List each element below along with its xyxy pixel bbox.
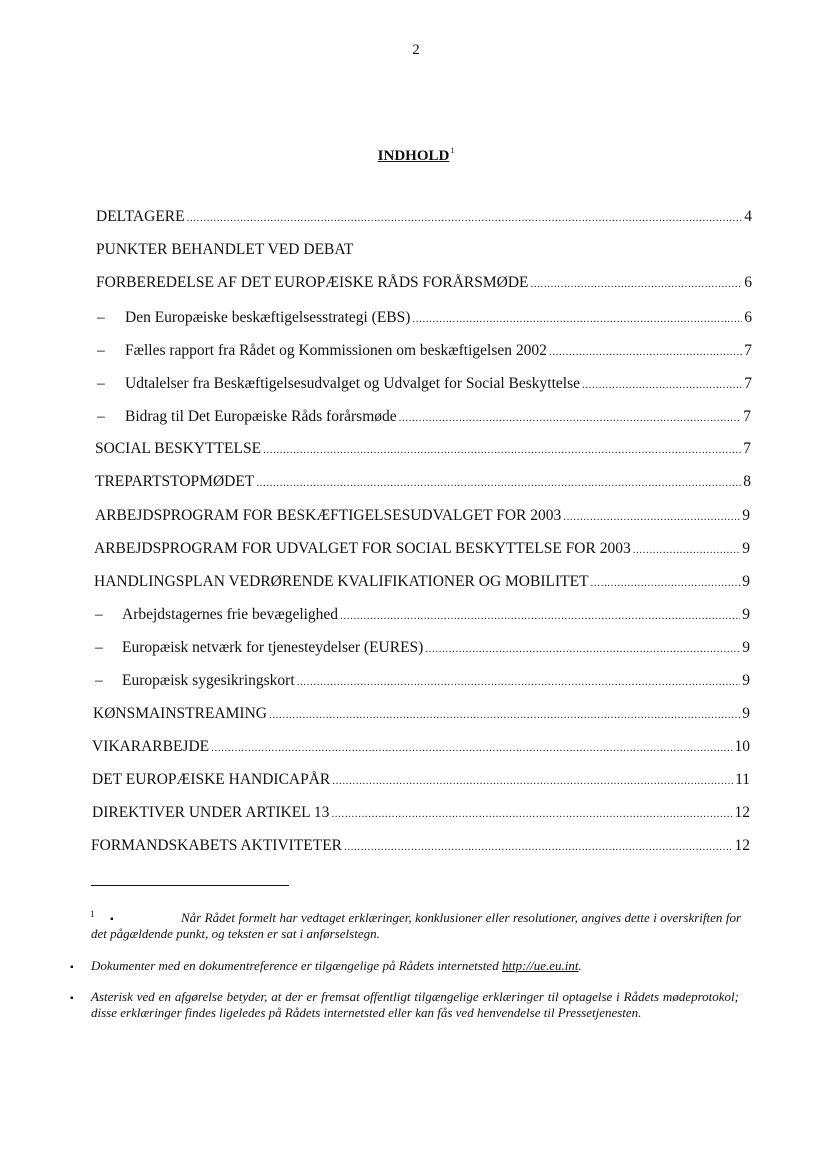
- footnote-bullet-2: ▪: [70, 962, 74, 973]
- toc-entry-label: HANDLINGSPLAN VEDRØRENDE KVALIFIKATIONER OG MOBILITET: [94, 573, 589, 590]
- toc-entry-label: FORMANDSKABETS AKTIVITETER: [91, 837, 343, 854]
- toc-leader-dots: [549, 342, 742, 362]
- footnote-2-link[interactable]: http://ue.eu.int: [501, 958, 579, 973]
- toc-entry-label: Europæisk sygesikringskort: [122, 672, 295, 689]
- toc-leader-dots: [263, 440, 741, 460]
- toc-leader-dots: [332, 771, 733, 791]
- toc-page-number: 4: [744, 208, 752, 225]
- toc-entry[interactable]: [94, 539, 750, 560]
- footnote-separator: [91, 885, 289, 886]
- toc-entry-label: ARBEJDSPROGRAM FOR BESKÆFTIGELSESUDVALGET FOR 2003: [95, 507, 562, 524]
- toc-page-number: 9: [742, 672, 750, 689]
- footnote-1: Når Rådet formelt har vedtaget erklæringer, konklusioner eller resolutioner, angives dette i overskriften for det pågældende punkt, og teksten er sat i anførselstegn.: [91, 910, 741, 941]
- toc-leader-dots: [256, 473, 741, 493]
- toc-dash: –: [95, 672, 103, 689]
- toc-page-number: 7: [744, 375, 752, 392]
- toc-entry[interactable]: [94, 572, 750, 593]
- toc-subentry[interactable]: [125, 341, 752, 362]
- toc-entry-label: Fælles rapport fra Rådet og Kommissionen om beskæftigelsen 2002: [125, 342, 547, 359]
- toc-entry[interactable]: [95, 506, 750, 527]
- toc-leader-dots: [269, 705, 740, 725]
- toc-entry-label: PUNKTER BEHANDLET VED DEBAT: [96, 241, 354, 258]
- toc-entry[interactable]: [96, 207, 752, 228]
- toc-leader-dots: [531, 274, 743, 294]
- toc-dash: –: [95, 639, 103, 656]
- toc-subentry[interactable]: [125, 374, 752, 395]
- toc-leader-dots: [331, 804, 732, 824]
- toc-subentry[interactable]: [125, 407, 751, 428]
- toc-page-number: 9: [742, 507, 750, 524]
- toc-leader-dots: [344, 837, 732, 857]
- toc-entry[interactable]: [95, 439, 751, 460]
- toc-subentry[interactable]: [125, 308, 752, 329]
- toc-page-number: 7: [744, 342, 752, 359]
- page-number: 2: [412, 42, 420, 58]
- toc-leader-dots: [633, 540, 741, 560]
- toc-leader-dots: [591, 573, 741, 593]
- toc-subentry[interactable]: [122, 638, 750, 659]
- footnote-bullet-1: ▪: [110, 914, 114, 925]
- toc-page-number: 9: [742, 606, 750, 623]
- toc-page-number: 12: [734, 837, 750, 854]
- toc-dash: –: [97, 309, 105, 326]
- toc-dash: –: [97, 408, 105, 425]
- toc-page-number: 9: [742, 540, 750, 557]
- toc-entry-label: Udtalelser fra Beskæftigelsesudvalget og Udvalget for Social Beskyttelse: [125, 375, 580, 392]
- toc-page-number: 9: [742, 639, 750, 656]
- toc-subentry[interactable]: [122, 671, 750, 692]
- toc-page-number: 8: [743, 473, 751, 490]
- footnote-2-text: Dokumenter med en dokumentreference er tilgængelige på Rådets internetsted: [91, 958, 499, 973]
- toc-entry[interactable]: [92, 737, 750, 758]
- toc-page-number: 7: [743, 408, 751, 425]
- toc-entry-label: ARBEJDSPROGRAM FOR UDVALGET FOR SOCIAL BESKYTTELSE FOR 2003: [94, 540, 631, 557]
- toc-entry-label: DIREKTIVER UNDER ARTIKEL 13: [92, 804, 330, 821]
- toc-entry[interactable]: [96, 273, 752, 294]
- toc-leader-dots: [563, 507, 740, 527]
- toc-entry[interactable]: [95, 472, 751, 493]
- footnote-3: Asterisk ved en afgørelse betyder, at der er fremsat offentligt tilgængelige erklæringer til optagelse i Rådets mødeprotokol; disse erklæringer findes ligeledes på Rådets internetsted eller kan fås ved henvendelse til Pressetjenesten.: [91, 989, 739, 1020]
- toc-page-number: 9: [742, 573, 750, 590]
- footnote-2-end: .: [578, 958, 582, 973]
- toc-leader-dots: [297, 672, 741, 692]
- toc-page-number: 7: [743, 440, 751, 457]
- footnote-marker: 1: [90, 909, 95, 919]
- title-text: INDHOLD: [377, 148, 450, 164]
- toc-leader-dots: [211, 738, 732, 758]
- toc-page-number: 11: [735, 771, 750, 788]
- toc-entry[interactable]: [93, 704, 750, 725]
- footnote-2: [91, 958, 751, 974]
- toc-entry-label: Bidrag til Det Europæiske Råds forårsmøde: [125, 408, 397, 425]
- toc-entry[interactable]: [92, 803, 750, 824]
- toc-dash: –: [97, 375, 105, 392]
- toc-leader-dots: [412, 309, 742, 329]
- toc-page-number: 6: [744, 274, 752, 291]
- toc-page-number: 9: [742, 705, 750, 722]
- toc-entry-label: TREPARTSTOPMØDET: [95, 473, 255, 490]
- toc-leader-dots: [425, 639, 740, 659]
- toc-page-number: 12: [734, 804, 750, 821]
- toc-leader-dots: [340, 606, 740, 626]
- toc-subentry[interactable]: [122, 605, 750, 626]
- toc-leader-dots: [187, 208, 743, 228]
- toc-page-number: 6: [744, 309, 752, 326]
- toc-page-number: 10: [734, 738, 750, 755]
- toc-entry-label: DELTAGERE: [96, 208, 185, 225]
- title-footnote-ref: 1: [450, 146, 455, 155]
- toc-leader-dots: [399, 408, 742, 428]
- page-title: [0, 146, 832, 165]
- toc-entry-label: Europæisk netværk for tjenesteydelser (EURES): [122, 639, 424, 656]
- toc-dash: –: [97, 342, 105, 359]
- toc-entry-label: Arbejdstagernes frie bevægelighed: [122, 606, 339, 623]
- toc-leader-dots: [582, 375, 742, 395]
- toc-entry[interactable]: [96, 240, 353, 260]
- toc-entry[interactable]: [91, 836, 750, 857]
- toc-dash: –: [95, 606, 103, 623]
- toc-entry-label: VIKARARBEJDE: [92, 738, 210, 755]
- toc-entry-label: FORBEREDELSE AF DET EUROPÆISKE RÅDS FORÅRSMØDE: [96, 274, 529, 291]
- toc-entry[interactable]: [92, 770, 750, 791]
- toc-entry-label: DET EUROPÆISKE HANDICAPÅR: [92, 771, 331, 788]
- toc-entry-label: Den Europæiske beskæftigelsesstrategi (EBS): [125, 309, 411, 326]
- toc-entry-label: SOCIAL BESKYTTELSE: [95, 440, 262, 457]
- footnote-bullet-3: ▪: [70, 993, 74, 1004]
- toc-entry-label: KØNSMAINSTREAMING: [93, 705, 267, 722]
